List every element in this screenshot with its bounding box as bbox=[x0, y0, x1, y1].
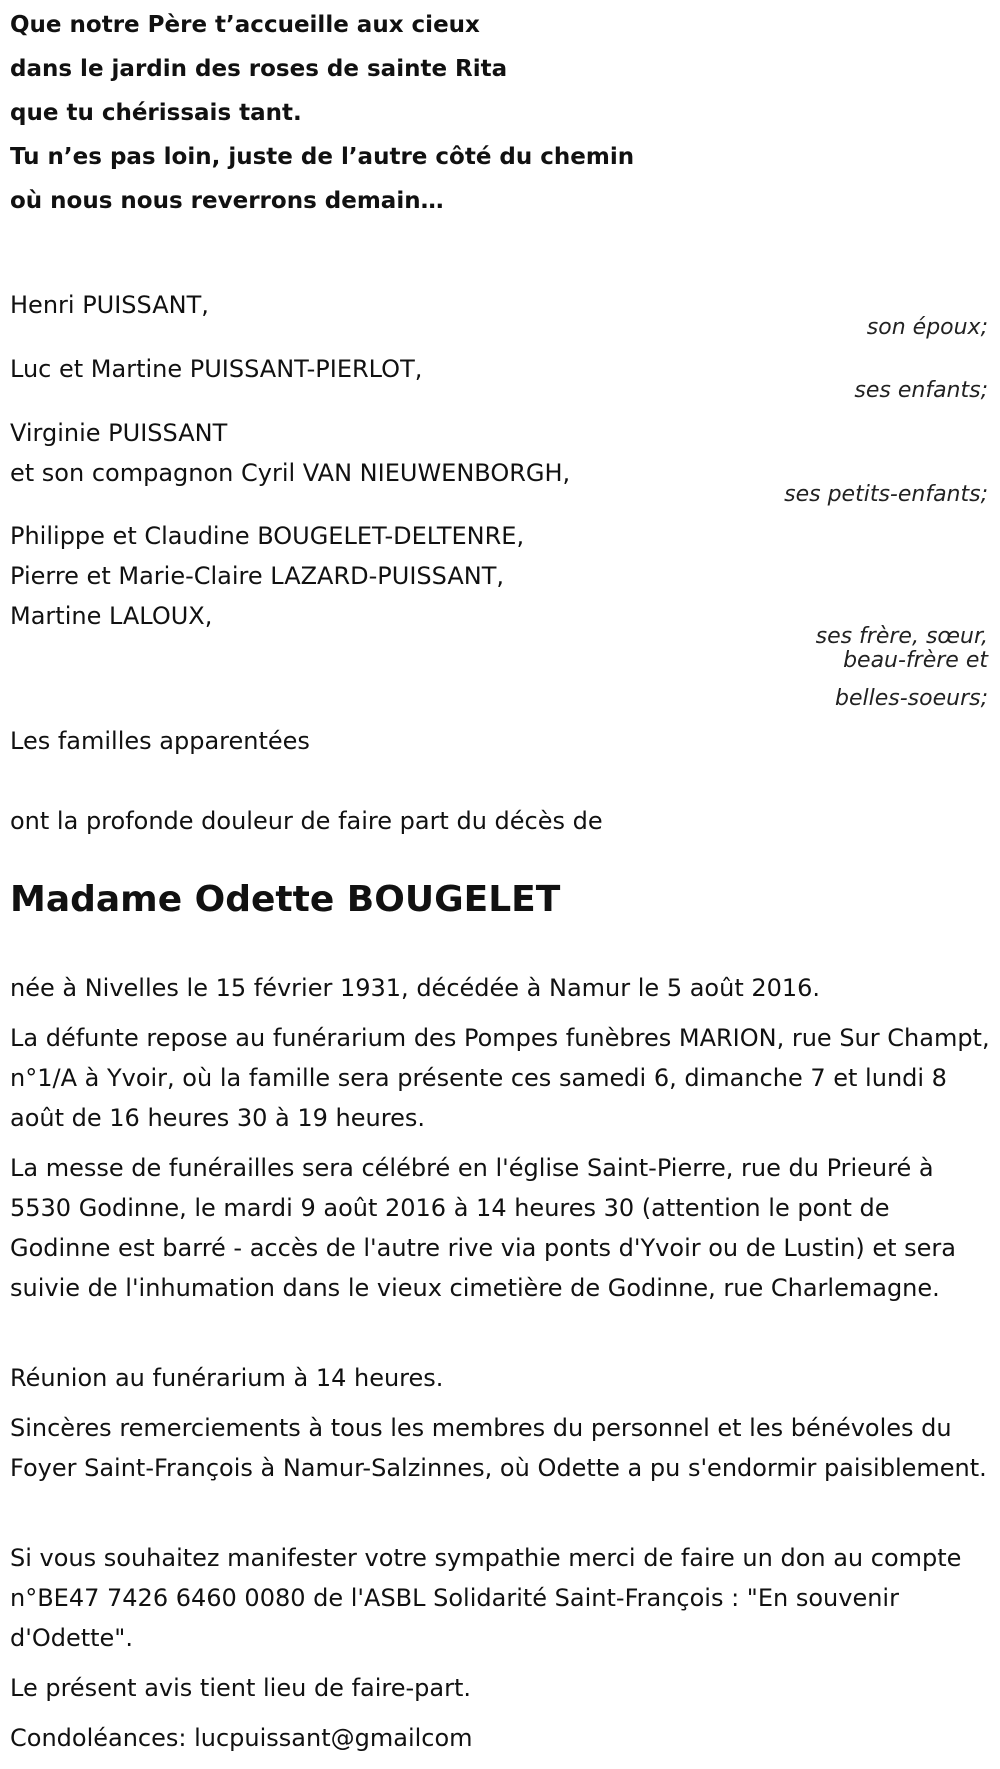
poem-line-1: Que notre Père t’accueille aux cieux bbox=[10, 12, 480, 38]
notice-paragraph: Le présent avis tient lieu de faire-part. bbox=[10, 1674, 472, 1702]
birth-death-paragraph: née à Nivelles le 15 février 1931, décédée à Namur le 5 août 2016. bbox=[10, 974, 821, 1002]
deceased-name: Madame Odette BOUGELET bbox=[10, 879, 561, 920]
announcement: ont la profonde douleur de faire part du décès de bbox=[10, 807, 603, 835]
poem-line-3: que tu chérissais tant. bbox=[10, 100, 302, 126]
sibling-line-2: Pierre et Marie-Claire LAZARD-PUISSANT, bbox=[10, 562, 504, 590]
children-relation: ses enfants; bbox=[854, 378, 988, 403]
related-families: Les familles apparentées bbox=[10, 727, 310, 755]
siblings-relation-line-2: beau-frère et bbox=[843, 648, 988, 673]
grandchild-line-2: et son compagnon Cyril VAN NIEUWENBORGH, bbox=[10, 459, 571, 487]
meeting-paragraph: Réunion au funérarium à 14 heures. bbox=[10, 1364, 444, 1392]
funeral-home-paragraph: La défunte repose au funérarium des Pompes funèbres MARION, rue Sur Champt, n°1/A à Yvoir, où la famille sera présente ces samedi 6, dimanche 7 et lundi 8 août de 16 heures 30 à 19 heures. bbox=[10, 1024, 990, 1132]
siblings-relation-line-1: ses frère, sœur, bbox=[815, 624, 988, 649]
poem-line-5: où nous nous reverrons demain… bbox=[10, 188, 444, 214]
siblings-relation-line-3: belles-soeurs; bbox=[835, 686, 988, 711]
thanks-paragraph: Sincères remerciements à tous les membres du personnel et les bénévoles du Foyer Saint-François à Namur-Salzinnes, où Odette a pu s'endormir paisiblement. bbox=[10, 1414, 987, 1482]
grandchildren-relation: ses petits-enfants; bbox=[784, 482, 988, 507]
grandchild-line-1: Virginie PUISSANT bbox=[10, 419, 228, 447]
poem-line-4: Tu n’es pas loin, juste de l’autre côté du chemin bbox=[10, 144, 635, 170]
poem-line-2: dans le jardin des roses de sainte Rita bbox=[10, 56, 508, 82]
condolences-paragraph: Condoléances: lucpuissant@gmailcom bbox=[10, 1724, 473, 1752]
sibling-line-1: Philippe et Claudine BOUGELET-DELTENRE, bbox=[10, 522, 525, 550]
mass-paragraph: La messe de funérailles sera célébré en l'église Saint-Pierre, rue du Prieuré à 5530 Godinne, le mardi 9 août 2016 à 14 heures 30 (attention le pont de Godinne est barré - accès de l'autre rive via ponts d'Yvoir ou de Lustin) et sera suivie de l'inhumation dans le vieux cimetière de Godinne, rue Charlemagne. bbox=[10, 1154, 956, 1302]
spouse-name: Henri PUISSANT, bbox=[10, 291, 209, 319]
spouse-relation: son époux; bbox=[866, 315, 988, 340]
donation-paragraph: Si vous souhaitez manifester votre sympathie merci de faire un don au compte n°BE47 7426 6460 0080 de l'ASBL Solidarité Saint-François : "En souvenir d'Odette". bbox=[10, 1544, 962, 1652]
sibling-line-3: Martine LALOUX, bbox=[10, 602, 213, 630]
children-name: Luc et Martine PUISSANT-PIERLOT, bbox=[10, 355, 423, 383]
